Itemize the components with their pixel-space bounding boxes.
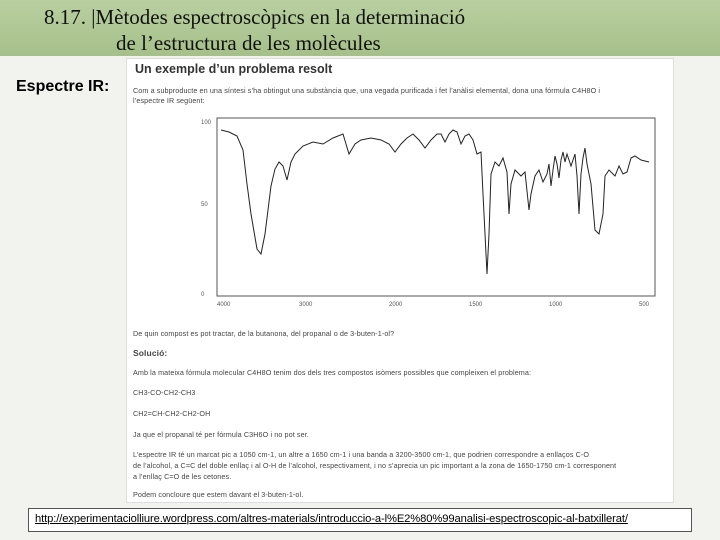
section-label: Espectre IR: bbox=[16, 78, 110, 95]
document-screenshot bbox=[127, 59, 673, 502]
source-link[interactable]: http://experimentaciolliure.wordpress.com/altres-materials/introduccio-a-l%E2%80%99analisi-espectroscopic-al-batxillerat/ bbox=[35, 513, 628, 525]
solution-line: Amb la mateixa fórmula molecular C4H8O tenim dos dels tres compostos isòmers possibles que compleixen el problema: bbox=[133, 368, 532, 377]
solution-line: Ja que el propanal té per fórmula C3H6O i no pot ser. bbox=[133, 430, 309, 439]
solution-line: Podem concloure que estem davant el 3-buten-1-ol. bbox=[133, 490, 304, 499]
solution-line: a l’enllaç C=O de les cetones. bbox=[133, 472, 232, 481]
y-tick-label: 100 bbox=[201, 120, 212, 126]
x-axis-ticks bbox=[217, 302, 650, 308]
solution-line: CH3-CO-CH2-CH3 bbox=[133, 388, 196, 397]
intro-line: Com a subproducte en una síntesi s’ha obtingut una substància que, una vegada purificada i fet l’anàlisi elemental, dona una fórmula C4H8O i bbox=[133, 86, 601, 95]
x-tick-label: 2000 bbox=[389, 302, 403, 308]
ir-spectrum-chart bbox=[199, 114, 659, 314]
solution-line: L’espectre IR té un marcat pic a 1050 cm-1, un altre a 1650 cm-1 i una banda a 3200-3500 cm-1, que podrien correspondre a enllaços C-O bbox=[133, 450, 590, 459]
y-tick-label: 50 bbox=[201, 202, 208, 208]
x-tick-label: 3000 bbox=[299, 302, 313, 308]
slide-title-line-2: de l’estructura de les molècules bbox=[116, 31, 381, 55]
intro-line: l’espectre IR següent: bbox=[133, 96, 205, 105]
x-tick-label: 500 bbox=[639, 302, 650, 308]
title-bar bbox=[0, 0, 720, 56]
document-heading: Un exemple d’un problema resolt bbox=[135, 62, 333, 76]
solution-heading: Solució: bbox=[133, 348, 168, 358]
question-text: De quin compost es pot tractar, de la butanona, del propanal o de 3-buten-1-ol? bbox=[133, 329, 395, 338]
x-tick-label: 1000 bbox=[549, 302, 563, 308]
solution-line: de l’alcohol, a C=C del doble enllaç i al O-H de l’alcohol, respectivament, i no s’aprecia un pic important a la zona de 1650-1750 cm-1 corresponent bbox=[133, 461, 617, 470]
source-link-box bbox=[28, 508, 692, 532]
spectrum-frame bbox=[217, 118, 655, 296]
slide-title-line-1: 8.17. |Mètodes espectroscòpics en la determinació bbox=[44, 5, 466, 29]
y-axis-ticks bbox=[201, 120, 212, 298]
x-tick-label: 4000 bbox=[217, 302, 231, 308]
y-tick-label: 0 bbox=[201, 292, 205, 298]
solution-line: CH2=CH-CH2-CH2-OH bbox=[133, 409, 211, 418]
x-tick-label: 1500 bbox=[469, 302, 483, 308]
